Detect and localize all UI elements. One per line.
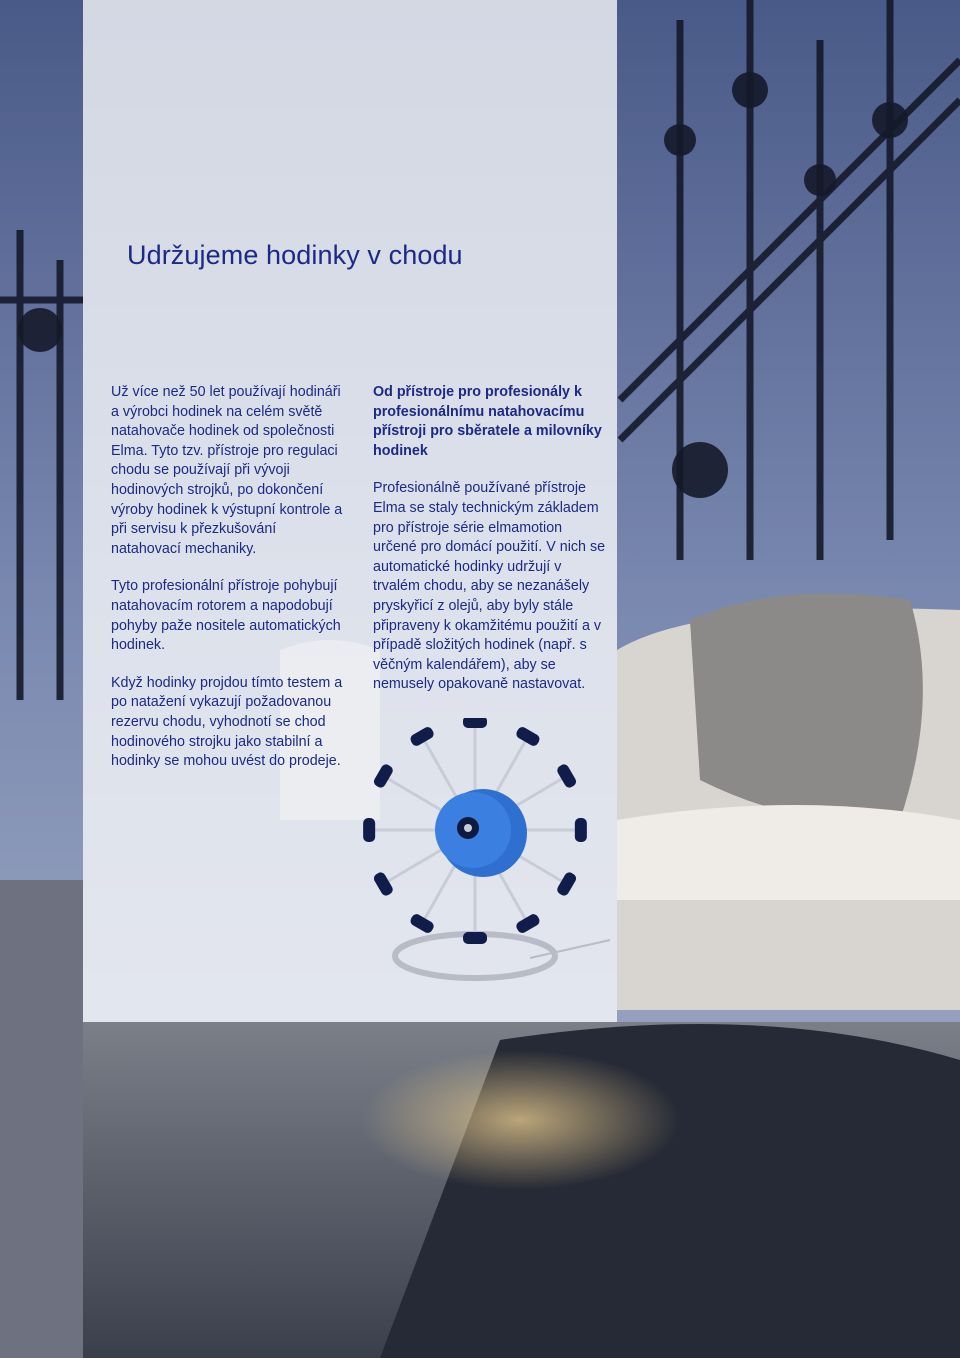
watch-clamp bbox=[555, 871, 577, 898]
left-column bbox=[111, 383, 346, 790]
watch-clamp bbox=[575, 818, 587, 842]
watch-clamp bbox=[515, 912, 542, 934]
left-paragraph-1: Už více než 50 let používají hodináři a výrobci hodinek na celém světě natahovače hodinek od společnosti Elma. Tyto tzv. přístroje pro regulaci chodu se používají při vývoji hodinových strojků, po dokončení výroby hodinek k výstupní kontrole a při servisu k přezkušování natahovací mechaniky. bbox=[111, 384, 343, 557]
page-title: Udržujeme hodinky v chodu bbox=[127, 240, 463, 270]
watch-clamp bbox=[409, 725, 436, 747]
right-heading: Od přístroje pro profesionály k profesionálnímu natahovacímu přístroji pro sběratele a milovníky hodinek bbox=[373, 384, 602, 459]
watch-clamp bbox=[409, 912, 436, 934]
left-paragraph-3: Když hodinky projdou tímto testem a po natažení vykazují požadovanou rezervu chodu, vyhodnotí se chod hodinového strojku jako stabilní a hodinky se mohou uvést do prodeje. bbox=[111, 674, 343, 770]
watch-clamp bbox=[463, 718, 487, 728]
watch-clamp bbox=[463, 932, 487, 944]
watch-clamp bbox=[555, 763, 577, 790]
watch-clamp bbox=[372, 871, 394, 898]
left-paragraph-2: Tyto profesionální přístroje pohybují natahovacím rotorem a napodobují pohyby paže nositele automatických hodinek. bbox=[111, 578, 341, 654]
watch-clamp bbox=[515, 725, 542, 747]
right-paragraph: Profesionálně používané přístroje Elma se staly technickým základem pro přístroje série elmamotion určené pro domácí použití. V nich se automatické hodinky udržují v trvalém chodu, aby se nezanášely pryskyřicí z olejů, aby byly stále připraveny k okamžitému použití a v případě složitých hodinek (např. s věčným kalendářem), aby se nemusely opakovaně nastavovat. bbox=[373, 480, 606, 693]
watch-clamp bbox=[372, 763, 394, 790]
watch-winder-image bbox=[355, 718, 620, 988]
watch-clamp bbox=[363, 818, 375, 842]
right-column bbox=[373, 383, 608, 713]
